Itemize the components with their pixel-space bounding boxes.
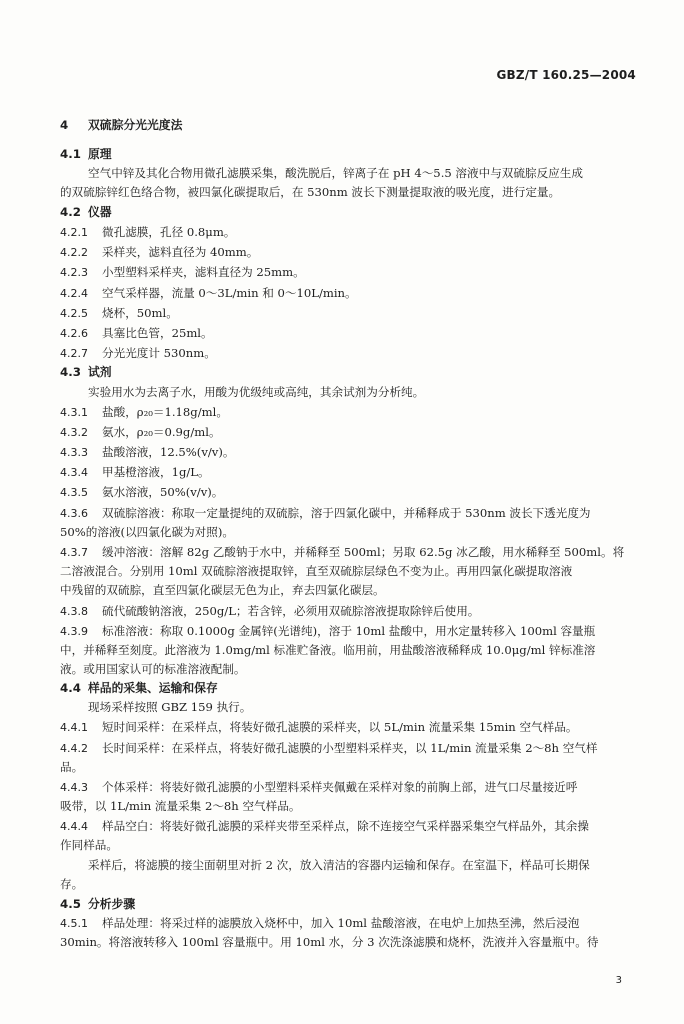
clause-item bbox=[60, 484, 223, 501]
clause-item bbox=[60, 224, 235, 241]
clause-text: 盐酸溶液，12.5%(v/v)。 bbox=[102, 445, 235, 459]
subsection-heading-4-1 bbox=[60, 146, 112, 162]
clause-number: 4.2.2 bbox=[60, 246, 88, 259]
clause-text: 氨水溶液，50%(v/v)。 bbox=[102, 485, 224, 499]
clause-item bbox=[60, 603, 479, 620]
clause-item bbox=[60, 719, 577, 736]
clause-number: 4.5.1 bbox=[60, 917, 88, 930]
subsection-number: 4.4 bbox=[60, 681, 81, 695]
clause-item bbox=[60, 345, 216, 362]
clause-continuation: 作同样品。 bbox=[60, 838, 118, 852]
subsection-number: 4.1 bbox=[60, 147, 81, 161]
paragraph-line: 空气中锌及其化合物用微孔滤膜采集，酸洗脱后，锌离子在 pH 4～5.5 溶液中与双硫腙反应生成 bbox=[88, 166, 583, 180]
clause-number: 4.3.7 bbox=[60, 546, 88, 559]
clause-number: 4.3.8 bbox=[60, 605, 88, 618]
clause-text: 短时间采样：在采样点，将装好微孔滤膜的采样夹，以 5L/min 流量采集 15min 空气样品。 bbox=[102, 720, 578, 734]
clause-item bbox=[60, 544, 624, 561]
clause-item bbox=[60, 285, 357, 302]
clause-text: 甲基橙溶液，1g/L。 bbox=[102, 465, 210, 479]
clause-number: 4.4.1 bbox=[60, 721, 88, 734]
section-number: 4 bbox=[60, 118, 69, 132]
subsection-title: 仪器 bbox=[88, 205, 112, 219]
clause-text: 双硫腙溶液：称取一定量提纯的双硫腙，溶于四氯化碳中，并稀释成于 530nm 波长下透光度为 bbox=[102, 506, 591, 520]
clause-item bbox=[60, 404, 228, 421]
clause-item bbox=[60, 244, 258, 261]
clause-item bbox=[60, 325, 213, 342]
paragraph-line: 存。 bbox=[60, 877, 84, 891]
clause-number: 4.3.1 bbox=[60, 406, 88, 419]
clause-number: 4.3.4 bbox=[60, 466, 88, 479]
clause-text: 具塞比色管，25ml。 bbox=[102, 326, 213, 340]
clause-number: 4.3.2 bbox=[60, 426, 88, 439]
clause-number: 4.4.2 bbox=[60, 742, 88, 755]
clause-number: 4.2.7 bbox=[60, 347, 88, 360]
section-title: 双硫腙分光光度法 bbox=[88, 118, 183, 132]
clause-continuation: 品。 bbox=[60, 760, 84, 774]
clause-text: 采样夹，滤料直径为 40mm。 bbox=[102, 245, 259, 259]
clause-text: 样品处理：将采过样的滤膜放入烧杯中，加入 10ml 盐酸溶液，在电炉上加热至沸，然后浸泡 bbox=[102, 916, 580, 930]
clause-item bbox=[60, 915, 579, 932]
clause-text: 个体采样：将装好微孔滤膜的小型塑料采样夹佩戴在采样对象的前胸上部，进气口尽量接近呼 bbox=[102, 780, 578, 794]
clause-text: 空气采样器，流量 0～3L/min 和 0～10L/min。 bbox=[102, 286, 357, 300]
clause-continuation: 中残留的双硫腙，直至四氯化碳层无色为止，弃去四氯化碳层。 bbox=[60, 583, 385, 597]
clause-text: 缓冲溶液：溶解 82g 乙酸钠于水中，并稀释至 500ml；另取 62.5g 冰乙酸，用水稀释至 500ml。将 bbox=[102, 545, 625, 559]
subsection-heading-4-4 bbox=[60, 680, 218, 696]
clause-text: 硫代硫酸钠溶液，250g/L；若含锌，必须用双硫腙溶液提取除锌后使用。 bbox=[102, 604, 480, 618]
clause-text: 长时间采样：在采样点，将装好微孔滤膜的小型塑料采样夹，以 1L/min 流量采集 2～8h 空气样 bbox=[102, 741, 598, 755]
subsection-number: 4.2 bbox=[60, 205, 81, 219]
clause-number: 4.4.4 bbox=[60, 820, 88, 833]
clause-continuation: 50%的溶液(以四氯化碳为对照)。 bbox=[60, 525, 234, 539]
clause-number: 4.3.5 bbox=[60, 486, 88, 499]
subsection-number: 4.3 bbox=[60, 365, 81, 379]
clause-number: 4.3.9 bbox=[60, 625, 88, 638]
subsection-number: 4.5 bbox=[60, 897, 81, 911]
clause-text: 样品空白：将装好微孔滤膜的采样夹带至采样点，除不连接空气采样器采集空气样品外，其余操 bbox=[102, 819, 589, 833]
clause-text: 小型塑料采样夹，滤料直径为 25mm。 bbox=[102, 265, 305, 279]
subsection-title: 试剂 bbox=[88, 365, 112, 379]
clause-number: 4.2.6 bbox=[60, 327, 88, 340]
clause-number: 4.2.3 bbox=[60, 266, 88, 279]
clause-item bbox=[60, 505, 591, 522]
paragraph-line: 采样后，将滤膜的接尘面朝里对折 2 次，放入清洁的容器内运输和保存。在室温下，样品可长期保 bbox=[88, 858, 590, 872]
clause-text: 氨水，ρ₂₀＝0.9g/ml。 bbox=[102, 425, 221, 439]
clause-text: 分光光度计 530nm。 bbox=[102, 346, 216, 360]
paragraph-line: 的双硫腙锌红色络合物，被四氯化碳提取后，在 530nm 波长下测量提取液的吸光度，进行定量。 bbox=[60, 185, 561, 199]
subsection-heading-4-5 bbox=[60, 896, 135, 912]
clause-continuation: 中，并稀释至刻度。此溶液为 1.0mg/ml 标准贮备液。临用前，用盐酸溶液稀释成 10.0μg/ml 锌标准溶 bbox=[60, 643, 596, 657]
page-number: 3 bbox=[615, 975, 622, 986]
clause-item bbox=[60, 464, 210, 481]
clause-continuation: 30min。将溶液转移入 100ml 容量瓶中。用 10ml 水，分 3 次洗涤滤膜和烧杯，洗液并入容量瓶中。待 bbox=[60, 935, 599, 949]
subsection-title: 分析步骤 bbox=[88, 897, 136, 911]
subsection-title: 原理 bbox=[88, 147, 112, 161]
clause-text: 烧杯，50ml。 bbox=[102, 306, 178, 320]
clause-item bbox=[60, 818, 589, 835]
clause-number: 4.3.6 bbox=[60, 507, 88, 520]
clause-item bbox=[60, 424, 221, 441]
clause-number: 4.2.5 bbox=[60, 307, 88, 320]
clause-number: 4.2.1 bbox=[60, 226, 88, 239]
subsection-title: 样品的采集、运输和保存 bbox=[88, 681, 218, 695]
clause-item bbox=[60, 305, 178, 322]
clause-continuation: 液。或用国家认可的标准溶液配制。 bbox=[60, 662, 246, 676]
clause-number: 4.4.3 bbox=[60, 781, 88, 794]
section-heading bbox=[60, 117, 182, 133]
clause-text: 微孔滤膜，孔径 0.8μm。 bbox=[102, 225, 236, 239]
standard-code: GBZ/T 160.25—2004 bbox=[496, 68, 636, 82]
clause-text: 盐酸，ρ₂₀＝1.18g/ml。 bbox=[102, 405, 228, 419]
subsection-heading-4-3 bbox=[60, 364, 112, 380]
clause-item bbox=[60, 444, 234, 461]
clause-continuation: 二溶液混合。分别用 10ml 双硫腙溶液提取锌，直至双硫腙层绿色不变为止。再用四氯化碳提取溶液 bbox=[60, 564, 573, 578]
clause-number: 4.3.3 bbox=[60, 446, 88, 459]
clause-item bbox=[60, 740, 598, 757]
subsection-heading-4-2 bbox=[60, 204, 112, 220]
clause-item bbox=[60, 779, 577, 796]
paragraph-line: 现场采样按照 GBZ 159 执行。 bbox=[88, 700, 252, 714]
clause-item bbox=[60, 264, 305, 281]
clause-continuation: 吸带，以 1L/min 流量采集 2～8h 空气样品。 bbox=[60, 799, 301, 813]
paragraph-line: 实验用水为去离子水，用酸为优级纯或高纯，其余试剂为分析纯。 bbox=[88, 385, 425, 399]
clause-text: 标准溶液：称取 0.1000g 金属锌(光谱纯)，溶于 10ml 盐酸中，用水定量转移入 100ml 容量瓶 bbox=[102, 624, 596, 638]
clause-number: 4.2.4 bbox=[60, 287, 88, 300]
clause-item bbox=[60, 623, 595, 640]
